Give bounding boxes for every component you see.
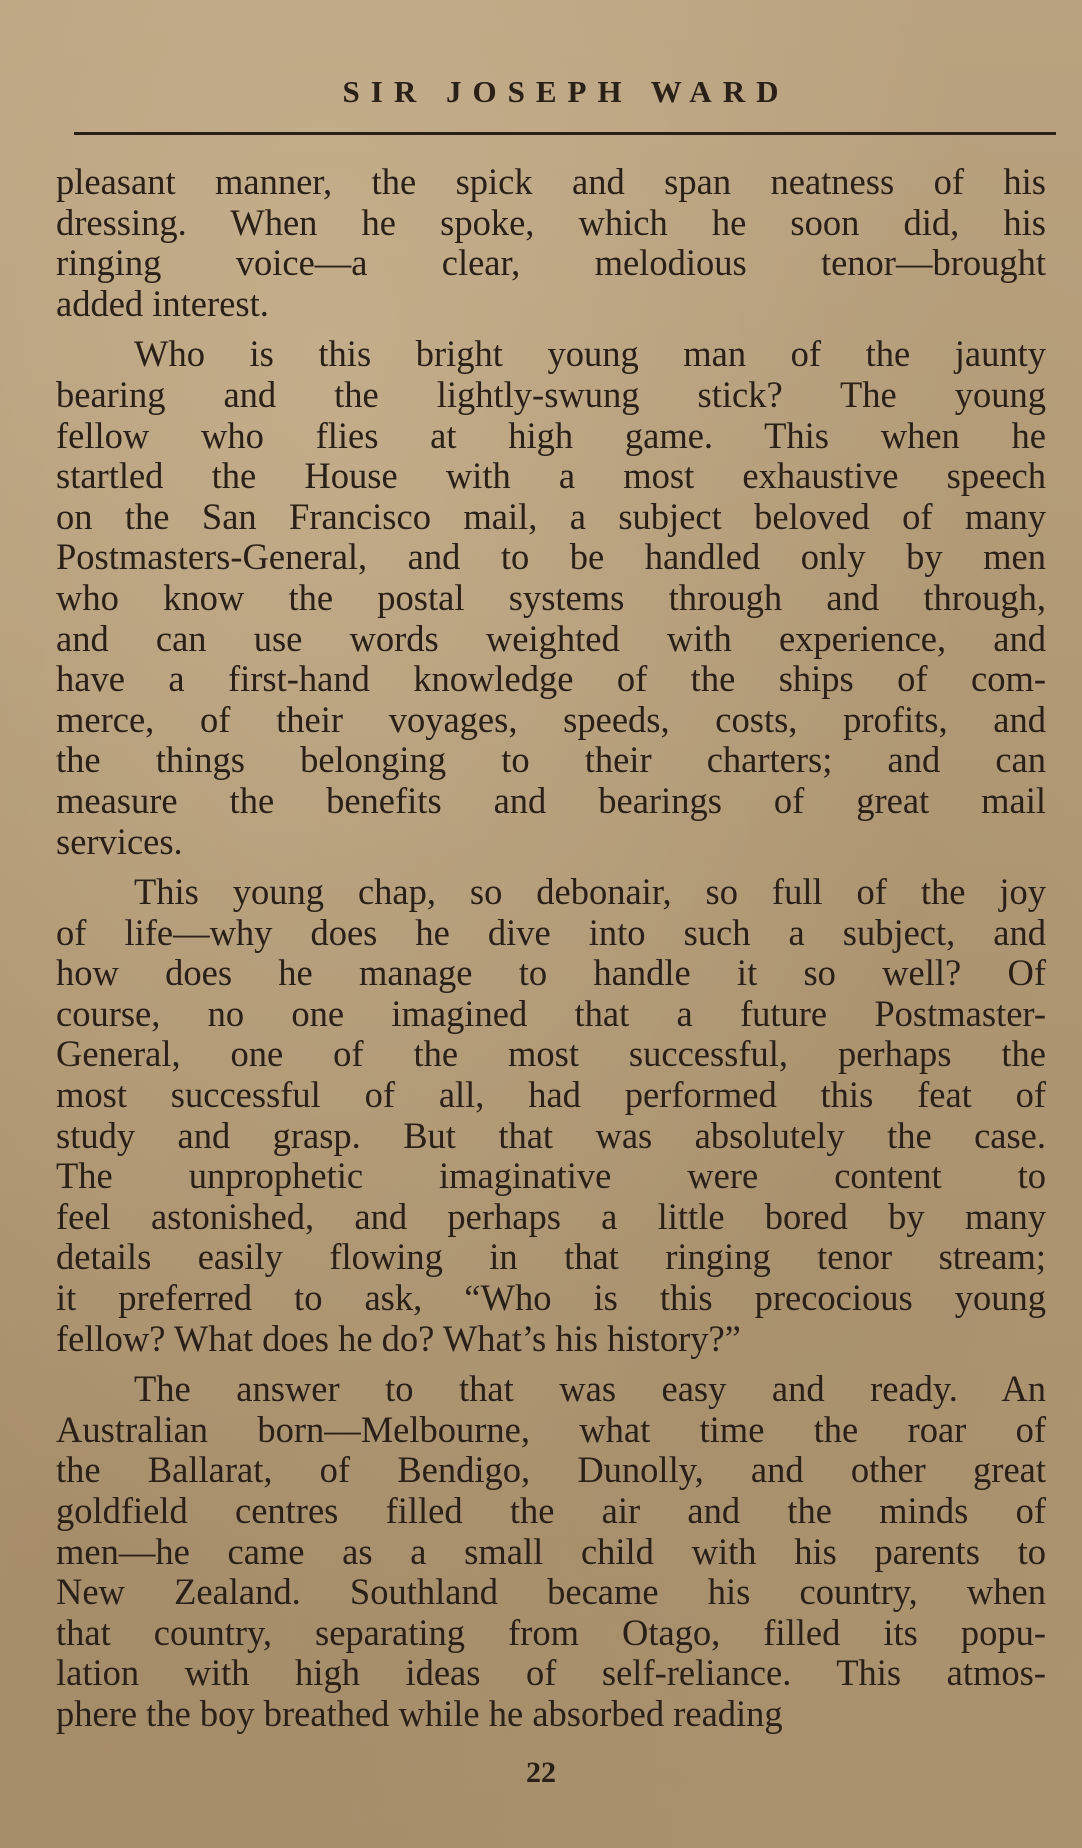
text-line: most successful of all, had performed this feat of <box>56 1074 1046 1116</box>
text-line: on the San Francisco mail, a subject beloved of many <box>56 495 1046 537</box>
text-line: measure the benefits and bearings of great mail <box>56 779 1046 821</box>
text-line: Postmasters-General, and to be handled only by men <box>56 536 1046 578</box>
text-line: ringing voice—a clear, melodious tenor—brought <box>56 242 1046 284</box>
running-head: SIR JOSEPH WARD <box>342 74 790 109</box>
text-line: study and grasp. But that was absolutely the case. <box>56 1114 1046 1156</box>
text-line: New Zealand. Southland became his country, when <box>56 1571 1046 1613</box>
text-line: dressing. When he spoke, which he soon did, his <box>56 201 1046 243</box>
text-line: startled the House with a most exhaustive speech <box>56 455 1046 497</box>
text-line: Australian born—Melbourne, what time the roar of <box>56 1408 1046 1450</box>
text-line: fellow? What does he do? What’s his history?” <box>56 1317 741 1359</box>
text-line: of life—why does he dive into such a subject, and <box>56 911 1046 953</box>
text-line: and can use words weighted with experience, and <box>56 617 1046 659</box>
text-line: fellow who flies at high game. This when he <box>56 414 1046 456</box>
header-rule <box>74 132 1056 135</box>
text-line: details easily flowing in that ringing tenor stream; <box>56 1236 1046 1278</box>
text-line: services. <box>56 820 183 862</box>
text-line: The answer to that was easy and ready. An <box>134 1368 1046 1410</box>
text-line: General, one of the most successful, perhaps the <box>56 1033 1046 1075</box>
text-line: goldfield centres filled the air and the minds of <box>56 1490 1046 1531</box>
text-line: Who is this bright young man of the jaunty <box>134 333 1046 375</box>
text-line: the Ballarat, of Bendigo, Dunolly, and other great <box>56 1449 1046 1491</box>
paragraph <box>56 162 1046 324</box>
text-line: lation with high ideas of self-reliance. This atmos- <box>56 1652 1046 1694</box>
page-number: 22 <box>526 1756 556 1789</box>
text-line: who know the postal systems through and through, <box>56 576 1046 618</box>
text-line: how does he manage to handle it so well? Of <box>56 952 1046 994</box>
paragraph <box>56 334 1046 862</box>
text-line: feel astonished, and perhaps a little bored by many <box>56 1195 1046 1237</box>
paragraph <box>56 872 1046 1359</box>
text-line: phere the boy breathed while he absorbed reading <box>56 1692 783 1734</box>
text-line: bearing and the lightly-swung stick? The young <box>56 373 1046 415</box>
text-line: course, no one imagined that a future Postmaster- <box>56 992 1046 1034</box>
text-line: added interest. <box>56 282 269 324</box>
body-text <box>56 162 1046 1735</box>
text-line: that country, separating from Otago, filled its popu- <box>56 1611 1046 1653</box>
text-line: The unprophetic imaginative were content to <box>56 1155 1046 1197</box>
text-line: the things belonging to their charters; and can <box>56 739 1046 781</box>
paragraph <box>56 1369 1046 1734</box>
text-line: pleasant manner, the spick and span neatness of his <box>56 161 1046 202</box>
text-line: men—he came as a small child with his parents to <box>56 1530 1046 1572</box>
text-line: merce, of their voyages, speeds, costs, profits, and <box>56 698 1046 740</box>
text-line: have a first-hand knowledge of the ships of com- <box>56 658 1046 700</box>
text-line: This young chap, so debonair, so full of the joy <box>134 871 1046 913</box>
text-line: it preferred to ask, “Who is this precocious young <box>56 1277 1046 1319</box>
